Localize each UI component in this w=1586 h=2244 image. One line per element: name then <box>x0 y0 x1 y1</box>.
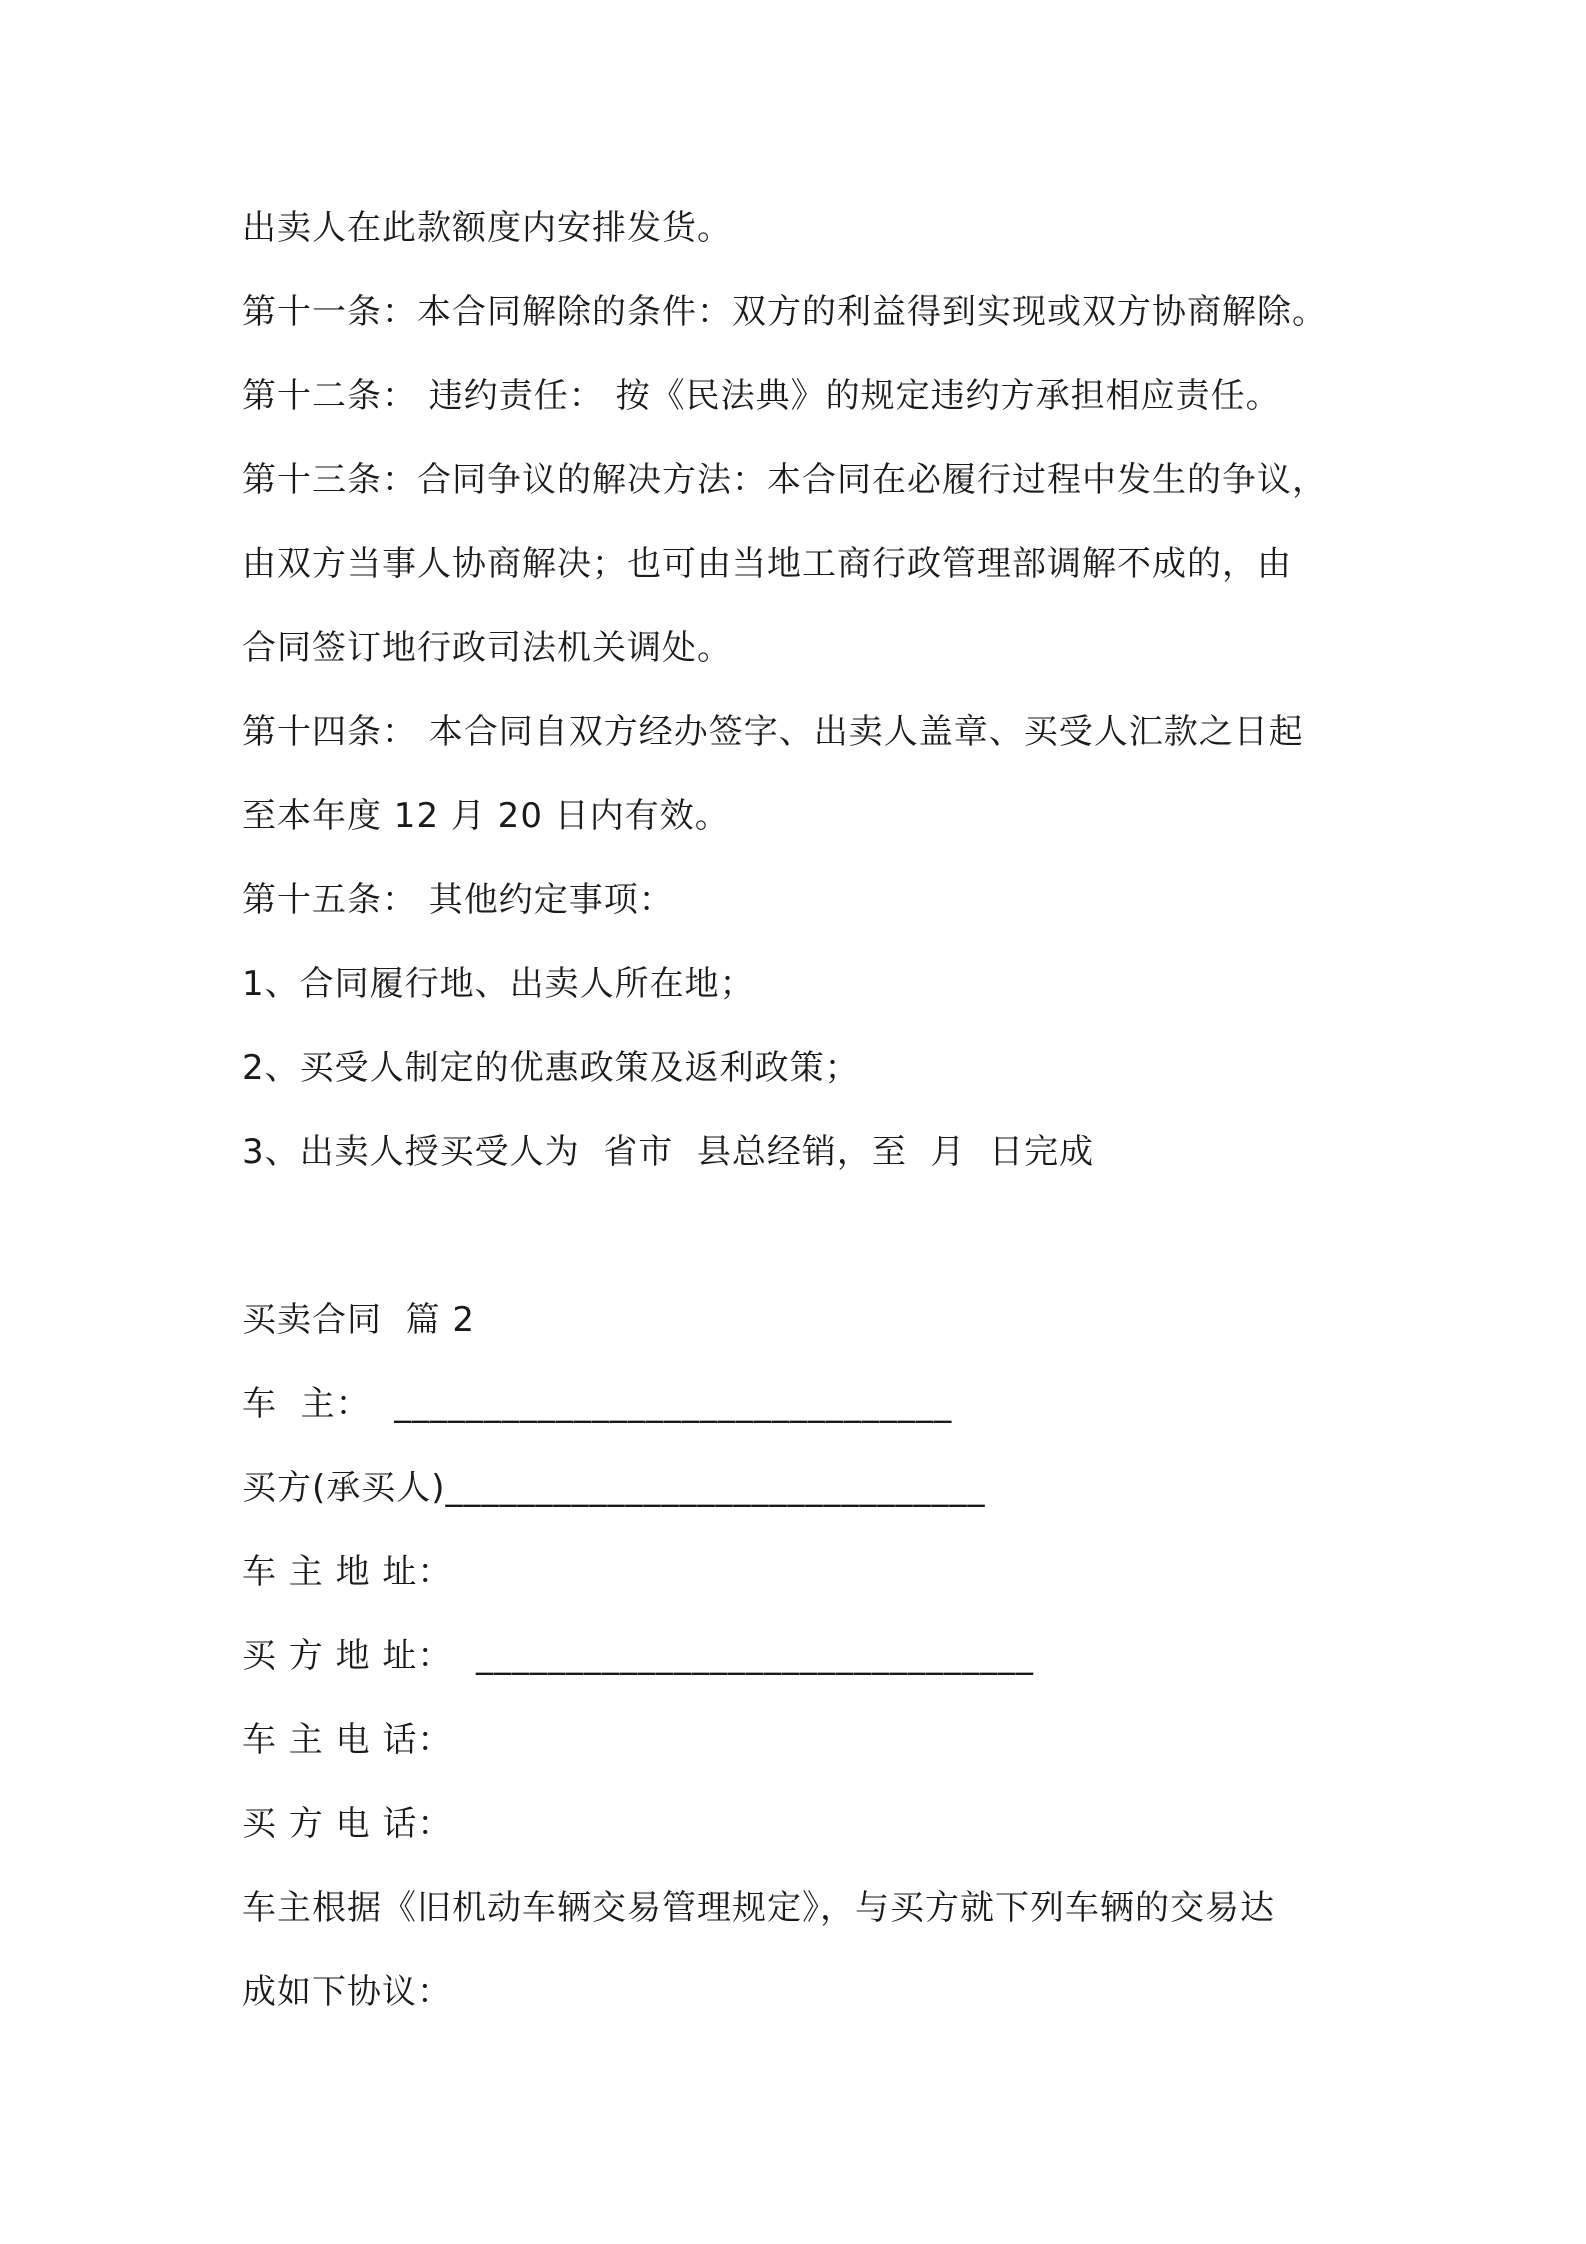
text-line: 第十二条： 违约责任： 按《民法典》的规定违约方承担相应责任。 <box>242 376 1281 416</box>
text-line: 由双方当事人协商解决；也可由当地工商行政管理部调解不成的，由 <box>242 544 1292 584</box>
section-title: 买卖合同 篇 2 <box>242 1300 476 1340</box>
buyer-address-field: 买 方 地 址： _______________________________ <box>242 1636 1035 1676</box>
text-line: 合同签订地行政司法机关调处。 <box>242 628 732 668</box>
text-line: 第十一条：本合同解除的条件：双方的利益得到实现或双方协商解除。 <box>242 292 1327 332</box>
list-item: 2、买受人制定的优惠政策及返利政策； <box>242 1048 860 1088</box>
buyer-field: 买方(承买人)______________________________ <box>242 1468 986 1508</box>
text-line: 第十四条： 本合同自双方经办签字、出卖人盖章、买受人汇款之日起 <box>242 712 1304 752</box>
list-item: 1、合同履行地、出卖人所在地； <box>242 964 755 1004</box>
owner-phone-field: 车 主 电 话： <box>242 1720 453 1760</box>
text-line: 至本年度 12 月 20 日内有效。 <box>242 796 730 836</box>
owner-address-field: 车 主 地 址： <box>242 1552 453 1592</box>
list-item: 3、出卖人授买受人为 省市 县总经销，至 月 日完成 <box>242 1132 1095 1172</box>
text-line: 第十五条： 其他约定事项： <box>242 880 674 920</box>
text-line: 出卖人在此款额度内安排发货。 <box>242 208 732 248</box>
text-line: 成如下协议： <box>242 1972 452 2012</box>
owner-field: 车 主： _______________________________ <box>242 1384 953 1424</box>
text-line: 第十三条：合同争议的解决方法：本合同在必履行过程中发生的争议， <box>242 460 1327 500</box>
text-line: 车主根据《旧机动车辆交易管理规定》，与买方就下列车辆的交易达 <box>242 1888 1275 1928</box>
buyer-phone-field: 买 方 电 话： <box>242 1804 453 1844</box>
